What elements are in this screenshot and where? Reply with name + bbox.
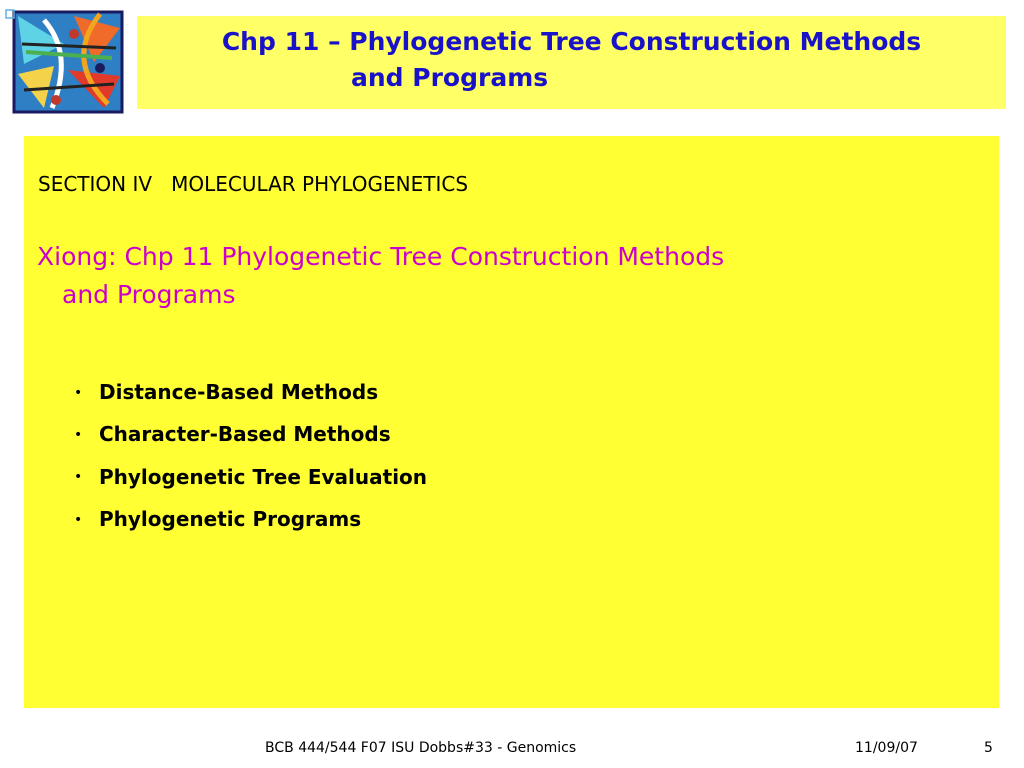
chapter-reference-line2: and Programs xyxy=(62,280,236,309)
footer-course: BCB 444/544 F07 ISU Dobbs#33 - Genomics xyxy=(265,740,577,756)
topic-list xyxy=(69,372,427,541)
list-item xyxy=(69,499,427,541)
list-item-label: Phylogenetic Tree Evaluation xyxy=(99,464,428,489)
list-item xyxy=(69,372,427,414)
footer-date: 11/09/07 xyxy=(855,740,918,756)
dna-collage-icon xyxy=(4,4,130,116)
list-item-label: Phylogenetic Programs xyxy=(99,506,362,531)
page-number: 5 xyxy=(984,740,993,756)
bullet-icon: • xyxy=(74,469,83,486)
bullet-icon: • xyxy=(74,511,83,528)
bullet-icon: • xyxy=(74,384,83,401)
chapter-reference xyxy=(37,238,987,314)
slide-title xyxy=(137,24,1006,96)
slide-title-line2: and Programs xyxy=(351,63,549,92)
content-box xyxy=(24,136,999,708)
list-item xyxy=(69,457,427,499)
title-box xyxy=(137,16,1006,109)
chapter-reference-line1: Xiong: Chp 11 Phylogenetic Tree Construction Methods xyxy=(37,242,725,271)
list-item xyxy=(69,414,427,456)
section-heading: SECTION IV MOLECULAR PHYLOGENETICS xyxy=(38,172,469,196)
list-item-label: Distance-Based Methods xyxy=(99,380,379,404)
list-item-label: Character-Based Methods xyxy=(99,422,391,447)
bullet-icon: • xyxy=(74,427,83,443)
slide-title-line1: Chp 11 – Phylogenetic Tree Construction Methods xyxy=(221,27,922,56)
